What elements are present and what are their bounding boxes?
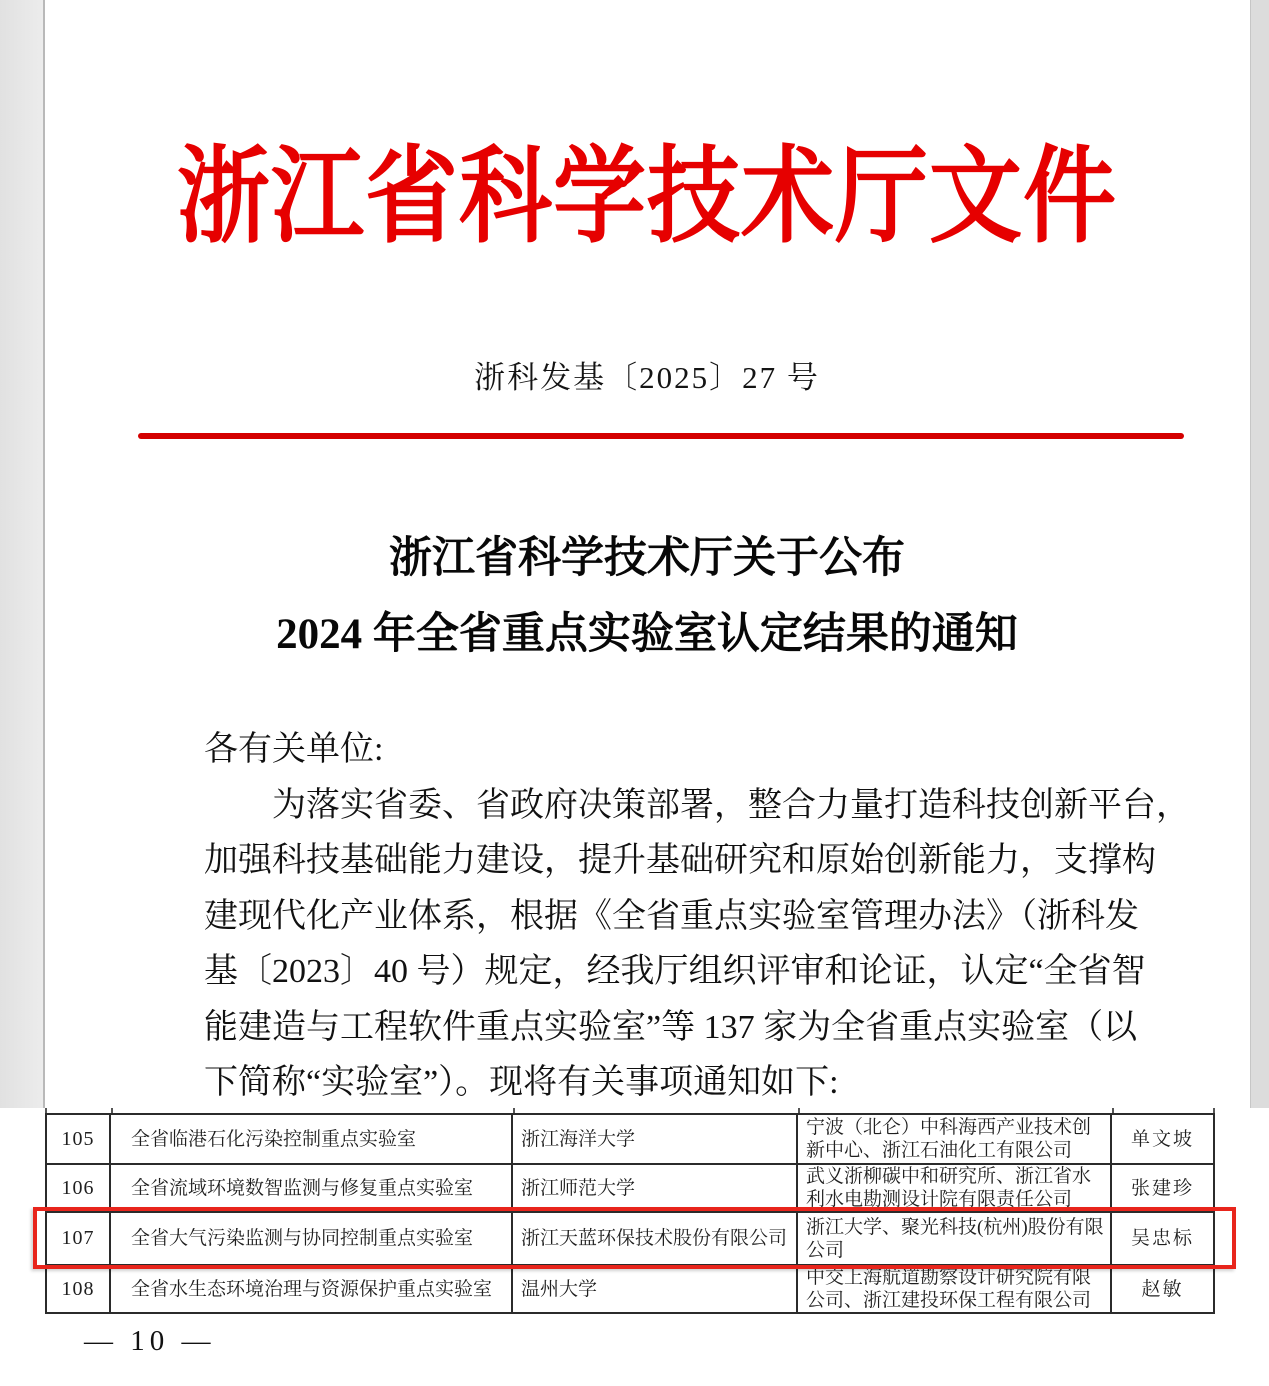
notice-title-line2: 2024 年全省重点实验室认定结果的通知 (276, 611, 1018, 658)
host-unit: 浙江师范大学 (513, 1165, 798, 1211)
body-paragraph (204, 778, 1190, 1111)
lab-name: 全省临港石化污染控制重点实验室 (111, 1115, 513, 1163)
body-line: 为落实省委、省政府决策部署，整合力量打造科技创新平台， (272, 786, 1190, 824)
document-page (45, 0, 1249, 1112)
director-name: 吴忠标 (1130, 1228, 1194, 1249)
body-line: 能建造与工程软件重点实验室”等 137 家为全省重点实验室（以 (204, 1008, 1138, 1046)
body-line: 基〔2023〕40 号）规定，经我厅组织评审和论证，认定“全省智 (204, 953, 1146, 990)
partner-units: 武义浙柳碳中和研究所、浙江省水利水电勘测设计院有限责任公司 (798, 1165, 1112, 1211)
letterhead-title: 浙江省科学技术厅文件 (177, 140, 1117, 257)
document-number: 浙科发基〔2025〕27 号 (474, 360, 820, 395)
lab-name: 全省水生态环境治理与资源保护重点实验室 (111, 1266, 513, 1312)
director-name: 张建珍 (1130, 1177, 1194, 1199)
letterhead-rule (138, 433, 1184, 439)
table-row (47, 1266, 1213, 1312)
scan-margin-left (0, 0, 45, 1112)
host-unit: 温州大学 (513, 1266, 798, 1312)
lab-name: 全省流域环境数智监测与修复重点实验室 (111, 1165, 513, 1211)
scan-margin-right (1250, 0, 1269, 1112)
body-line: 下简称“实验室”）。现将有关事项通知如下: (204, 1064, 839, 1101)
table-row (47, 1115, 1213, 1165)
notice-title-line1: 浙江省科学技术厅关于公布 (389, 535, 905, 582)
partner-units: 中交上海航道勘察设计研究院有限公司、浙江建投环保工程有限公司 (798, 1266, 1112, 1312)
director-name: 赵敏 (1141, 1278, 1184, 1300)
body-line: 建现代化产业体系，根据《全省重点实验室管理办法》（浙科发 (204, 897, 1139, 935)
host-unit: 浙江海洋大学 (513, 1115, 798, 1163)
row-number: 106 (47, 1165, 111, 1211)
partner-units: 浙江大学、聚光科技(杭州)股份有限公司 (798, 1213, 1112, 1264)
row-number: 108 (47, 1266, 111, 1312)
page-number: — 10 — (84, 1325, 216, 1357)
host-unit: 浙江天蓝环保技术股份有限公司 (513, 1213, 798, 1264)
director-name: 单文坡 (1130, 1128, 1194, 1150)
body-text (204, 722, 1190, 1111)
row-number: 107 (47, 1213, 111, 1264)
row-number: 105 (47, 1115, 111, 1163)
table-row (47, 1165, 1213, 1213)
highlight-box (33, 1207, 1236, 1269)
partner-units: 宁波（北仑）中科海西产业技术创新中心、浙江石油化工有限公司 (798, 1115, 1112, 1163)
body-line: 加强科技基础能力建设，提升基础研究和原始创新能力，支撑构 (204, 842, 1156, 879)
salutation: 各有关单位: (204, 731, 384, 768)
lab-name: 全省大气污染监测与协同控制重点实验室 (111, 1213, 513, 1264)
